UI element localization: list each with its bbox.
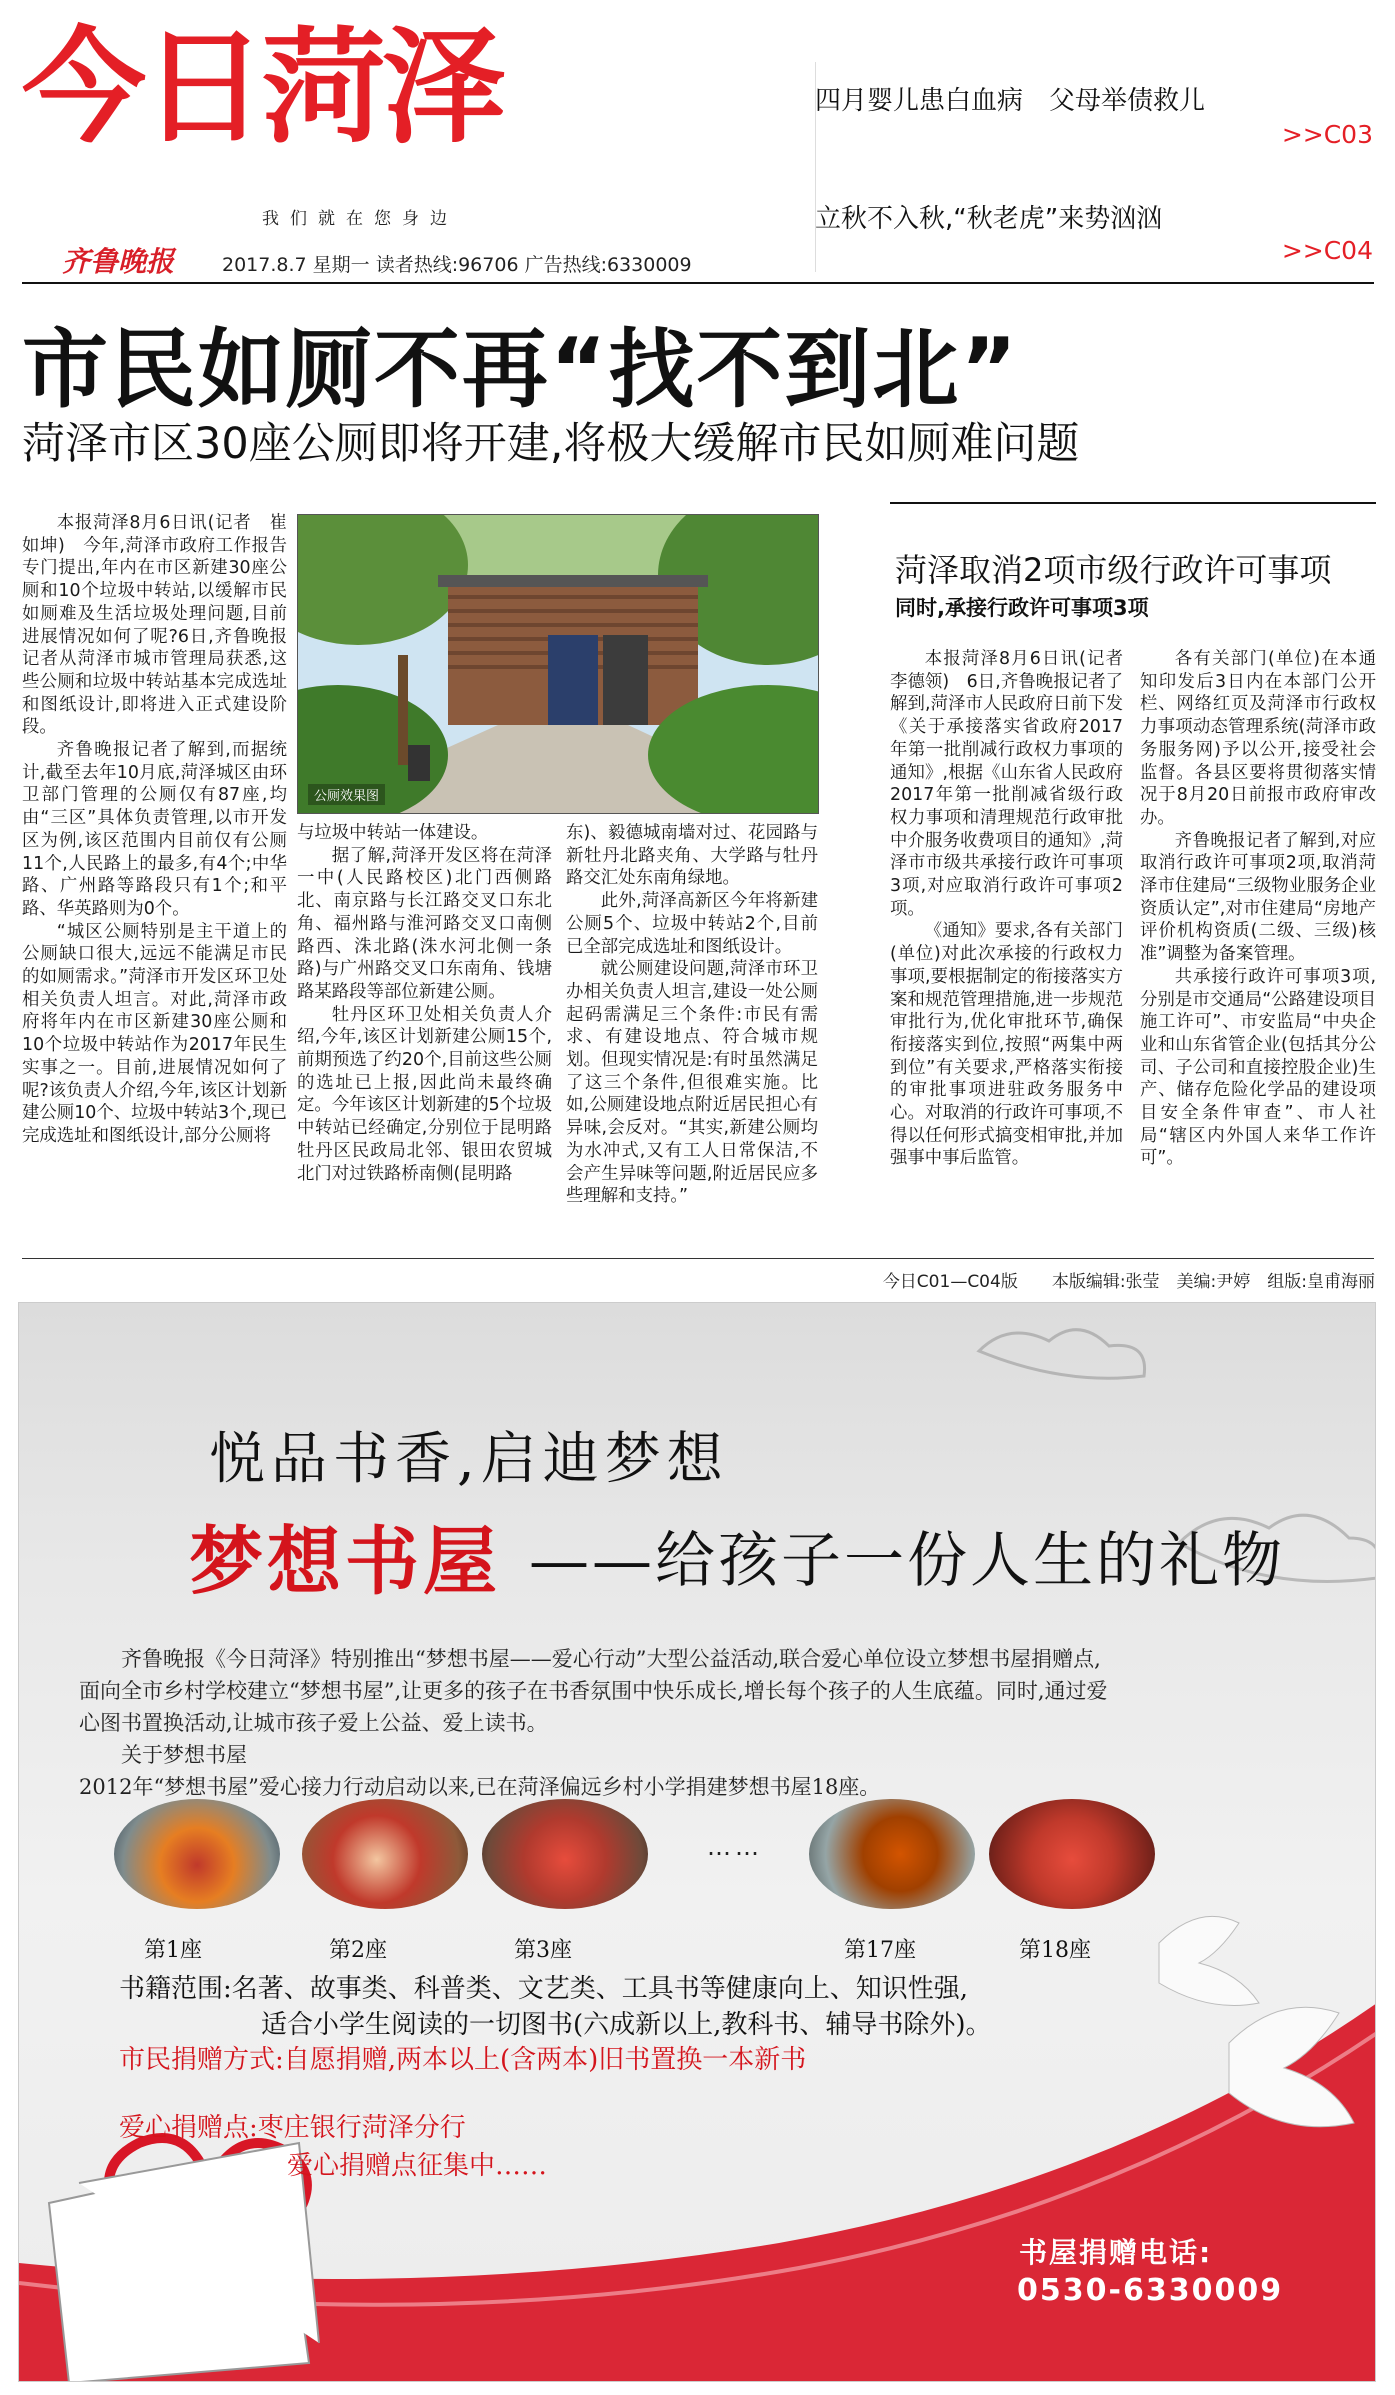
main-story-column-3 (566, 822, 818, 1208)
footer-rule (22, 1258, 1374, 1259)
side-subhead: 同时,承接行政许可事项3项 (895, 596, 1149, 620)
main-story-column-2 (297, 822, 552, 1185)
donate-point: 爱心捐赠点:枣庄银行菏泽分行 (119, 2113, 466, 2143)
paragraph: 共承接行政许可事项3项,分别是市交通局“公路建设项目施工许可”、市安监局“中央企业和山东省管企业(包括其分公司、子公司和直接控股企业)生产、储存危险化学品的建设项目安全条件审查”、市人社局“辖区内外国人来华工作许可”。 (1140, 966, 1376, 1169)
paragraph: 就公厕建设问题,菏泽市环卫办相关负责人坦言,建设一处公厕起码需满足三个条件:市民有需求、有建设地点、符合城市规划。但现实情况是:有时虽然满足了这三个条件,但很难实施。比如,公厕建设地点附近居民担心有异味,会反对。“其实,新建公厕均为水冲式,又有工人日常保洁,不会产生异味等问题,附近居民应多些理解和支持。” (566, 959, 818, 1207)
ad-brand-title: 梦想书屋 (189, 1519, 501, 1605)
paragraph: 《通知》要求,各有关部门(单位)对此次承接的行政权力事项,要根据制定的衔接落实方案和规范管理措施,进一步规范审批行为,优化审批环节,确保衔接落实到位,按照“两集中两到位”有关要求,严格落实衔接的审批事项进驻政务服务中心。对取消的行政许可事项,不得以任何形式搞变相审批,并加强事中事后监管。 (890, 921, 1123, 1169)
teaser-page[interactable]: >>C03 (1281, 120, 1373, 149)
paragraph: 各有关部门(单位)在本通知印发后3日内在本部门公开栏、网络红页及菏泽市行政权力事项动态管理系统(菏泽市政务服务网)予以公开,接受社会监督。各县区要将贯彻落实情况于8月20日前报市政府审改办。 (1140, 649, 1376, 828)
paragraph: 此外,菏泽高新区今年将新建公厕5个、垃圾中转站2个,目前已全部完成选址和图纸设计。 (566, 891, 818, 957)
paragraph: 本报菏泽8月6日讯(记者 崔如坤) 今年,菏泽市政府工作报告专门提出,年内在市区新建30座公厕和10个垃圾中转站,以缓解市民如厕难及生活垃圾处理问题,目前进展情况如何了呢?6日,齐鲁晚报记者从菏泽市城市管理局获悉,这些公厕和垃圾中转站基本完成选址和图纸设计,即将进入正式建设阶段。 (22, 513, 287, 738)
photo-label: 第1座 (144, 1938, 202, 1963)
side-story-column-2 (1140, 648, 1376, 1170)
paragraph: “城区公厕特别是主干道上的公厕缺口很大,远远不能满足市民的如厕需求。”菏泽市开发区环卫处相关负责人坦言。对此,菏泽市政府将年内在市区新建30座公厕和10个垃圾中转站作为2017年民生实事之一。目前,进展情况如何了呢?该负责人介绍,今年,该区计划新建公厕10个、垃圾中转站3个,现已完成选址和图纸设计,部分公厕将 (22, 921, 287, 1146)
ad-paragraph: 2012年“梦想书屋”爱心接力行动启动以来,已在菏泽偏远乡村小学捐建梦想书屋18座。 (79, 1775, 881, 1799)
paragraph: 东)、毅德城南墙对过、花园路与新牡丹北路夹角、大学路与牡丹路交汇处东南角绿地。 (566, 823, 818, 889)
bookhouse-photo (989, 1799, 1155, 1909)
ad-tagline: ——给孩子一份人生的礼物 (529, 1526, 1285, 1596)
photo-label: 第17座 (844, 1938, 916, 1963)
bookhouse-photo (114, 1799, 280, 1909)
ad-paragraph: 心图书置换活动,让城市孩子爱上公益、爱上读书。 (79, 1711, 548, 1735)
donate-method: 市民捐赠方式:自愿捐赠,两本以上(含两本)旧书置换一本新书 (119, 2045, 807, 2075)
header-rule (22, 282, 1374, 284)
book-scope-line: 适合小学生阅读的一切图书(六成新以上,教科书、辅导书除外)。 (261, 2010, 992, 2040)
dream-bookhouse-ad (18, 1302, 1376, 2382)
phone-label: 书屋捐赠电话: (1019, 2236, 1213, 2269)
paragraph: 齐鲁晚报记者了解到,而据统计,截至去年10月底,菏泽城区由环卫部门管理的公厕仅有87座,均由“三区”具体负责管理,以市开发区为例,该区范围内目前仅有公厕11个,人民路上的最多,有4个;中华路、广州路等路段只有1个;和平路、华英路则为0个。 (22, 740, 287, 919)
newspaper-logo: 今日菏泽 (22, 16, 503, 160)
toilet-building-image (298, 515, 819, 814)
brand-name: 齐鲁晚报 (62, 245, 175, 278)
ad-paragraph: 齐鲁晚报《今日菏泽》特别推出“梦想书屋——爱心行动”大型公益活动,联合爱心单位设立梦想书屋捐赠点, (79, 1647, 1101, 1671)
donate-point-recruiting: 爱心捐赠点征集中…… (287, 2151, 548, 2181)
side-story-rule (890, 502, 1376, 504)
teaser-title[interactable]: 四月婴儿患白血病 父母举债救儿 (815, 86, 1206, 116)
photo-caption: 公厕效果图 (308, 784, 385, 805)
photo-label: 第18座 (1019, 1938, 1091, 1963)
paragraph: 据了解,菏泽开发区将在菏泽一中(人民路校区)北门西侧路北、南京路与长江路交叉口东北角、福州路与淮河路交叉口南侧路西、洙北路(洙水河北侧一条路)与广州路交叉口东南角、钱塘路某路段等部位新建公厕。 (297, 845, 552, 1002)
ellipsis: …… (707, 1833, 763, 1861)
book-scope (119, 1971, 992, 2043)
main-story-column-1 (22, 512, 287, 1148)
photo-label: 第2座 (329, 1938, 387, 1963)
dateline: 2017.8.7 星期一 读者热线:96706 广告热线:6330009 (222, 254, 692, 276)
toilet-photo (297, 514, 819, 814)
ad-intro (79, 1643, 1319, 1803)
phone-number[interactable]: 0530-6330009 (1017, 2273, 1284, 2308)
bookhouse-photo (482, 1799, 648, 1909)
side-story-column-1 (890, 648, 1141, 1170)
ad-paragraph: 面向全市乡村学校建立“梦想书屋”,让更多的孩子在书香氛围中快乐成长,增长每个孩子的人生底蕴。同时,通过爱 (79, 1679, 1108, 1703)
ad-paragraph: 关于梦想书屋 (79, 1743, 247, 1767)
paragraph: 本报菏泽8月6日讯(记者 李德领) 6日,齐鲁晚报记者了解到,菏泽市人民政府日前下发《关于承接落实省政府2017年第一批削减行政权力事项的通知》,根据《山东省人民政府2017年第一批削减省级行政权力事项和清理规范行政审批中介服务收费项目的通知》,菏泽市市级共承接行政许可事项3项,对应取消行政许可事项2项。 (890, 649, 1141, 919)
book-icon (49, 2143, 319, 2382)
teaser-page[interactable]: >>C04 (1281, 236, 1373, 265)
paragraph: 牡丹区环卫处相关负责人介绍,今年,该区计划新建公厕15个,前期预选了约20个,目前这些公厕的选址已上报,因此尚未最终确定。今年该区计划新建的5个垃圾中转站已经确定,分别位于昆明路牡丹区民政局北邻、银田农贸城北门对过铁路桥南侧(昆明路 (297, 1004, 552, 1184)
main-headline: 市民如厕不再“找不到北” (22, 320, 1020, 420)
teaser-title[interactable]: 立秋不入秋,“秋老虎”来势汹汹 (815, 204, 1163, 234)
page-credits: 今日C01—C04版 本版编辑:张莹 美编:尹婷 组版:皇甫海丽 (882, 1272, 1375, 1292)
book-scope-line: 书籍范围:名著、故事类、科普类、文艺类、工具书等健康向上、知识性强, (119, 1974, 969, 2004)
paragraph: 与垃圾中转站一体建设。 (297, 823, 489, 843)
paragraph: 齐鲁晚报记者了解到,对应取消行政许可事项2项,取消菏泽市住建局“三级物业服务企业资质认定”,对市住建局“房地产评价机构资质(二级、三级)核准”调整为备案管理。 (1140, 830, 1376, 965)
dove-icon (1159, 1916, 1354, 2126)
photo-label: 第3座 (514, 1938, 572, 1963)
masthead (0, 0, 1395, 280)
slogan: 我们就在您身边 (262, 209, 458, 229)
ad-slogan: 悦品书香,启迪梦想 (209, 1427, 729, 1492)
bookhouse-photo (302, 1799, 468, 1909)
bookhouse-photo (809, 1799, 975, 1909)
side-headline: 菏泽取消2项市级行政许可事项 (895, 551, 1332, 589)
main-subhead: 菏泽市区30座公厕即将开建,将极大缓解市民如厕难问题 (22, 419, 1080, 469)
